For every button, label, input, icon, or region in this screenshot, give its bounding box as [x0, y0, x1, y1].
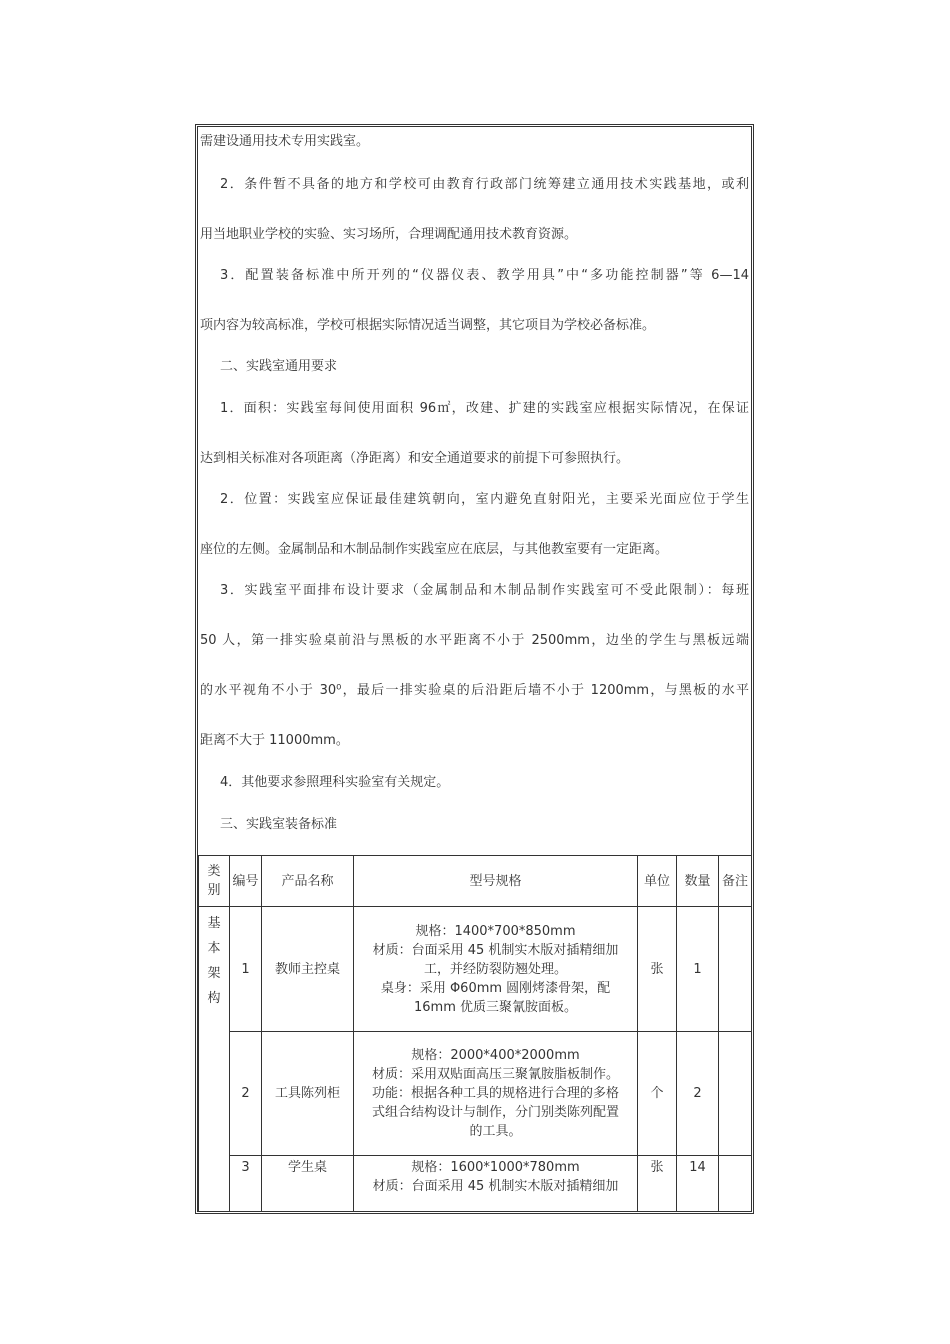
header-qty: 数量: [677, 856, 719, 907]
paragraph: 4．其他要求参照理科实验室有关规定。: [220, 775, 450, 790]
content-frame: [195, 124, 754, 1214]
cell-note: [719, 907, 752, 1032]
cell-unit: 张: [638, 1156, 677, 1214]
category-char: 构: [207, 991, 221, 1006]
category-cell: [199, 907, 230, 1214]
spec-line: 工，并经防裂防翘处理。: [423, 961, 567, 977]
spec-line: 式组合结构设计与制作，分门别类陈列配置: [371, 1105, 619, 1120]
paragraph: 需建设通用技术专用实践室。: [200, 134, 370, 149]
header-note: 备注: [719, 856, 752, 907]
section-heading: 三、实践室装备标准: [220, 817, 338, 832]
cell-qty: 14: [677, 1156, 719, 1214]
spec-line: 材质：台面采用 45 机制实木版对插精细加: [372, 1179, 619, 1194]
cell-number: 1: [230, 907, 262, 1032]
cell-spec: [354, 907, 638, 1032]
table-row: [199, 1032, 752, 1156]
cell-qty: 2: [677, 1032, 719, 1156]
paragraph: 2．条件暂不具备的地方和学校可由教育行政部门统筹建立通用技术实践基地，或利: [220, 177, 749, 192]
cell-qty: 1: [677, 907, 719, 1032]
spec-line: 材质：采用双贴面高压三聚氰胺脂板制作。: [371, 1067, 619, 1082]
paragraph: 3．实践室平面排布设计要求（金属制品和木制品制作实践室可不受此限制）：每班: [220, 583, 749, 598]
paragraph: 项内容为较高标准，学校可根据实际情况适当调整，其它项目为学校必备标准。: [200, 318, 656, 333]
paragraph: 距离不大于 11000mm。: [200, 733, 349, 748]
table-row: [199, 907, 752, 1032]
cell-spec: [354, 1156, 638, 1214]
paragraph: 2．位置：实践室应保证最佳建筑朝向，室内避免直射阳光，主要采光面应位于学生: [220, 492, 749, 507]
cell-number: 3: [230, 1156, 262, 1214]
header-unit: 单位: [638, 856, 677, 907]
cell-unit: 个: [638, 1032, 677, 1156]
header-number: 编号: [230, 856, 262, 907]
spec-line: 16mm 优质三聚氰胺面板。: [413, 999, 577, 1015]
spec-line: 材质：台面采用 45 机制实木版对插精细加: [372, 942, 619, 958]
table-row: [199, 1156, 752, 1214]
paragraph: 达到相关标准对各项距离（净距离）和安全通道要求的前提下可参照执行。: [200, 451, 630, 466]
category-char: 本: [207, 941, 221, 956]
category-char: 架: [207, 966, 221, 981]
cell-note: [719, 1032, 752, 1156]
cell-spec: [354, 1032, 638, 1156]
header-category-char: 别: [207, 883, 221, 898]
cell-name: 教师主控桌: [262, 907, 354, 1032]
paragraph: 1．面积：实践室每间使用面积 96㎡，改建、扩建的实践室应根据实际情况，在保证: [220, 401, 749, 416]
spec-line: 规格：2000*400*2000mm: [411, 1048, 580, 1063]
cell-name: 工具陈列柜: [262, 1032, 354, 1156]
spec-line: 功能：根据各种工具的规格进行合理的多格: [371, 1086, 619, 1101]
paragraph: 用当地职业学校的实验、实习场所，合理调配通用技术教育资源。: [200, 227, 578, 242]
spec-line: 规格：1600*1000*780mm: [411, 1160, 580, 1175]
cell-unit: 张: [638, 907, 677, 1032]
spec-line: 规格：1400*700*850mm: [415, 923, 576, 939]
paragraph: 座位的左侧。金属制品和木制品制作实践室应在底层，与其他教室要有一定距离。: [200, 542, 669, 557]
header-spec: 型号规格: [354, 856, 638, 907]
header-category-char: 类: [207, 864, 221, 879]
equipment-table: [198, 855, 752, 1214]
cell-number: 2: [230, 1032, 262, 1156]
spec-line: 桌身：采用 Φ60mm 圆刚烤漆骨架，配: [380, 980, 611, 996]
cell-name: 学生桌: [262, 1156, 354, 1214]
header-name: 产品名称: [262, 856, 354, 907]
section-heading: 二、实践室通用要求: [220, 359, 338, 374]
table-header-row: [199, 856, 752, 907]
cell-note: [719, 1156, 752, 1214]
spec-line: 的工具。: [469, 1124, 522, 1139]
header-category: [199, 856, 230, 907]
paragraph: 的水平视角不小于 30⁰，最后一排实验桌的后沿距后墙不小于 1200mm，与黑板的水平: [200, 683, 749, 698]
paragraph: 3．配置装备标准中所开列的“仪器仪表、教学用具”中“多功能控制器”等 6—14: [220, 268, 749, 283]
paragraph: 50 人，第一排实验桌前沿与黑板的水平距离不小于 2500mm，边坐的学生与黑板远端: [200, 633, 749, 648]
category-char: 基: [207, 916, 221, 931]
